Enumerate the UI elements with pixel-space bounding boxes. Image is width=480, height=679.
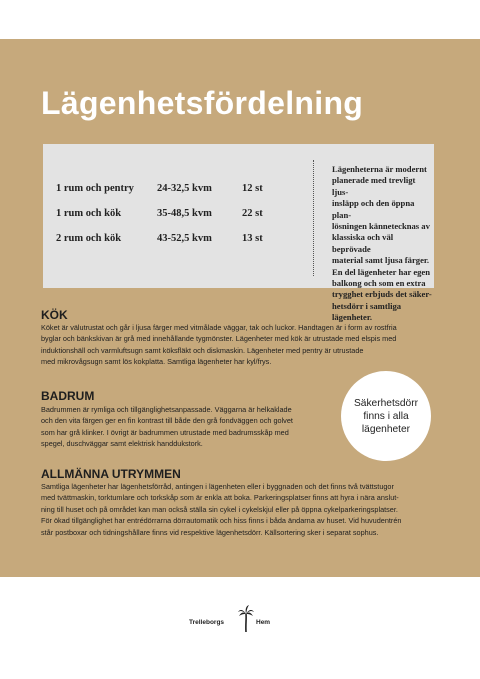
apartment-count: 12 st [242, 183, 263, 194]
logo-text-left: Trelleborgs [189, 619, 225, 626]
apartment-type: 1 rum och pentry [56, 183, 134, 194]
apartment-description: Lägenheterna är modernt planerade med trevligt ljus- insläpp och den öppna plan- lösningen kännetecknas av klassiska och väl beprövade material samt ljusa färger. En del lägenheter har egen balkong och som en extra trygghet erbjuds det säker- hetsdörr i samtliga lägenheter. [332, 164, 432, 323]
section-heading-badrum: BADRUM [41, 389, 95, 403]
section-body-kok: Köket är välutrustat och går i ljusa färger med vitmålade väggar, tak och luckor. Handtagen är i form av rostfria byglar och bänkskivan är grå med innehållande tygmönster. Lägenheter med kök är utrustade med elspis med induktionshäll och varmluftsugn samt köksfläkt och diskmaskin. Lägenheter med pentry är utrustade med mikrovågsugn samt lös kokplatta. Samtliga lägenheter har kyl/frys. [41, 323, 397, 367]
page-title: Lägenhetsfördelning [41, 85, 364, 121]
trelleborgshem-logo [189, 604, 291, 634]
security-door-badge [341, 371, 431, 461]
apartment-count: 13 st [242, 233, 263, 244]
column-divider [313, 160, 314, 276]
section-heading-allmanna-utrymmen: ALLMÄNNA UTRYMMEN [41, 467, 181, 481]
apartment-size: 35-48,5 kvm [157, 208, 212, 219]
section-heading-kok: KÖK [41, 308, 68, 322]
apartment-count: 22 st [242, 208, 263, 219]
apartment-table [43, 144, 434, 323]
logo-text-right: Hem [256, 619, 271, 626]
section-body-badrum: Badrummen är rymliga och tillgänglighetsanpassade. Väggarna är helkaklade och den vita färgen ger en fin kontrast till både den grå fondväggen och golvet som har grå klinker. I övrigt är badrummen utrustade med badrumsskåp med spegel, duschväggar samt elektrisk handdukstork. [41, 405, 293, 449]
apartment-type: 1 rum och kök [56, 208, 122, 219]
apartment-type: 2 rum och kök [56, 233, 122, 244]
apartment-size: 24-32,5 kvm [157, 183, 212, 194]
section-body-allmanna-utrymmen: Samtliga lägenheter har lägenhetsförråd, antingen i lägenheten eller i byggnaden och det finns två tvättstugor med tvättmaskin, torktumlare och torkskåp som är enkla att boka. Parkeringsplatser finns att hyra i nära anslut- ning till huset och på området kan man också ställa sin cykel i cykelskjul eller på öppna cykelparkeringsplatser. För ökad tillgänglighet har entrédörrarna dörrautomatik och hiss finns i båda ändarna av huset. Vid huvudentrén står postboxar och tidningshållare finns vid respektive lägenhetsdörr. Källsortering sker i separat sophus. [41, 482, 402, 537]
apartment-size: 43-52,5 kvm [157, 233, 212, 244]
palm-tree-icon [238, 604, 254, 632]
badge-text: Säkerhetsdörr finns i alla lägenheter [354, 397, 418, 435]
